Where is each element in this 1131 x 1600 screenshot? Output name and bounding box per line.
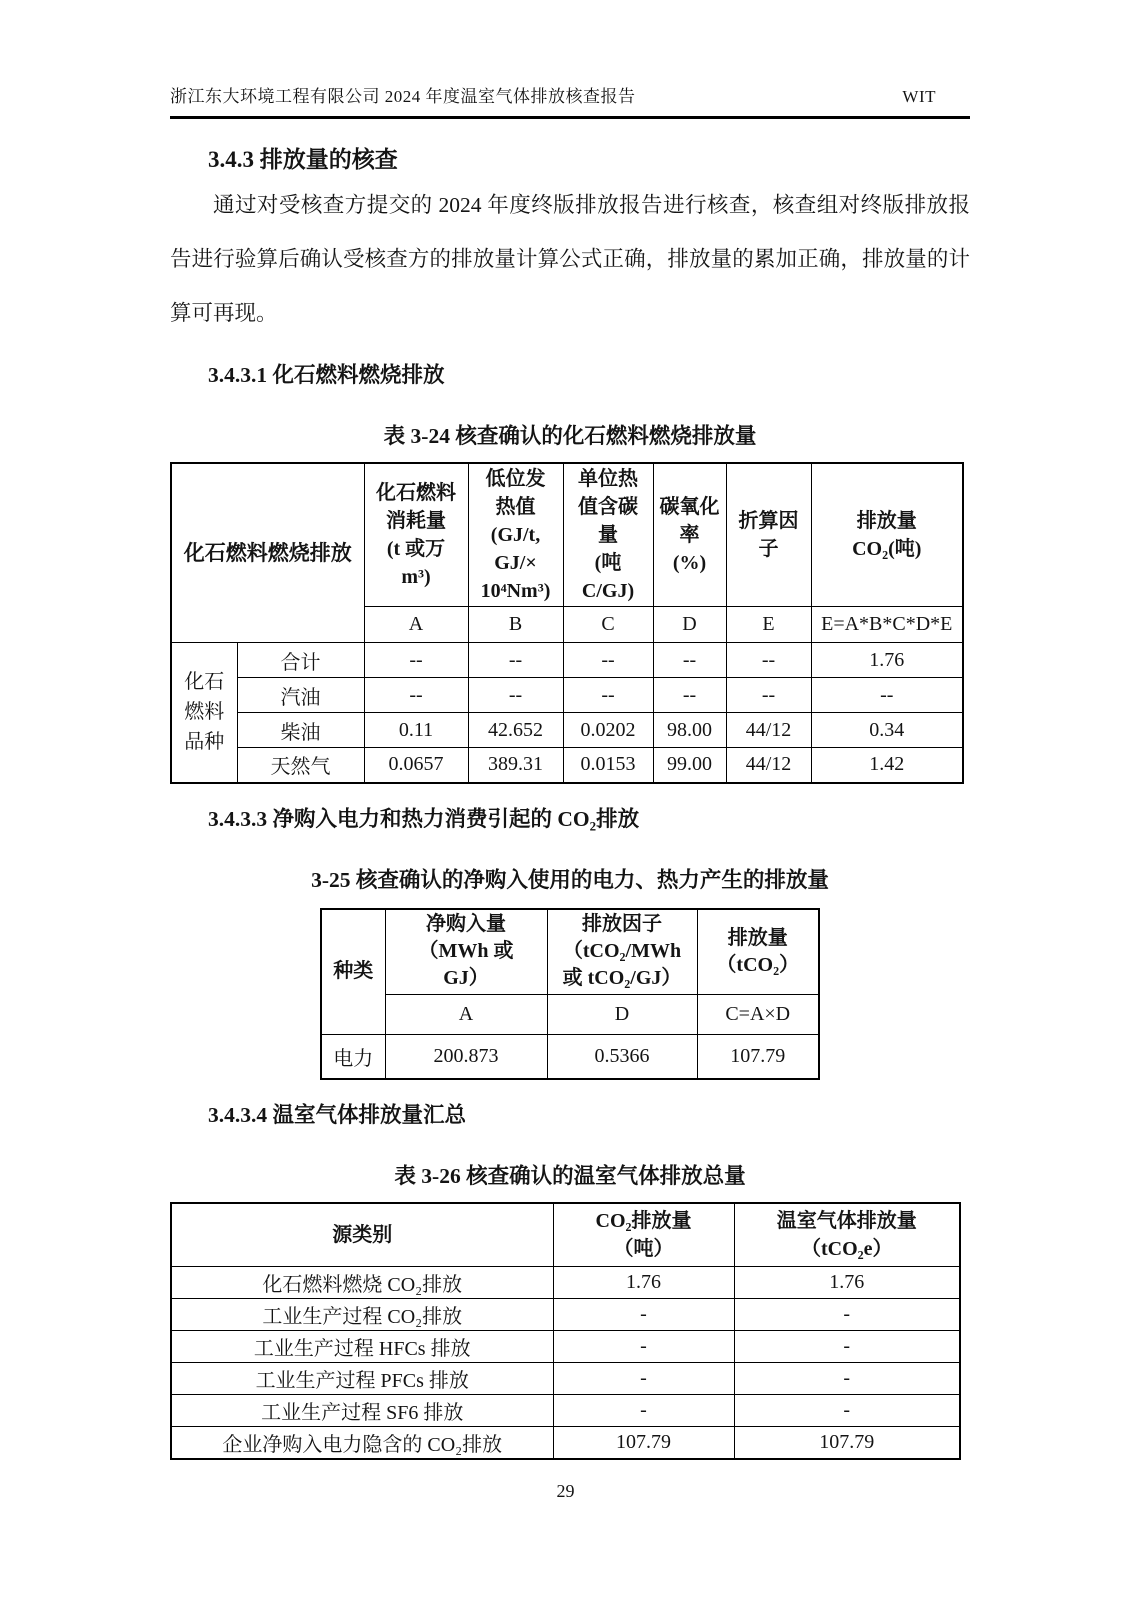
t26-col-source-header: 源类别 — [171, 1203, 553, 1267]
t24-col-emissions-header — [811, 463, 963, 607]
header-line: 化石燃料 — [376, 482, 456, 504]
header-rule — [170, 116, 970, 119]
header-line: 低位发 — [485, 468, 546, 490]
table-3-24-fossil-fuel-emissions — [170, 462, 964, 784]
header-line: （MWh 或 — [418, 940, 514, 963]
header-line: 或 tCO₂/GJ） — [562, 967, 682, 990]
t25-formula-d: D — [547, 995, 697, 1035]
cell: 107.79 — [734, 1427, 960, 1460]
header-line: GJ） — [443, 967, 489, 990]
header-line: 热值 — [495, 496, 536, 518]
cell: 1.76 — [553, 1267, 734, 1299]
cell: -- — [468, 678, 563, 713]
t24-row-natural-gas — [171, 748, 963, 783]
header-line: 折算因 — [738, 510, 799, 532]
t24-formula-d: D — [653, 607, 726, 643]
cell: -- — [364, 643, 468, 678]
header-line: (GJ/t, — [490, 524, 541, 546]
t25-col-net-purchase-header — [385, 909, 547, 995]
cell: -- — [811, 678, 963, 713]
table-3-26-ghg-total-emissions — [170, 1202, 961, 1461]
header-line: 排放量 — [727, 926, 788, 949]
cell: 0.5366 — [547, 1035, 697, 1079]
header-line: 排放量 — [856, 510, 917, 532]
header-line: m³) — [401, 566, 431, 588]
header-line: 子 — [758, 538, 779, 560]
cell: - — [553, 1395, 734, 1427]
t26-row-purchased-electricity-co2 — [171, 1427, 960, 1460]
cell: -- — [726, 678, 811, 713]
section-heading-343: 3.4.3 排放量的核查 — [208, 147, 398, 172]
cell: 389.31 — [468, 748, 563, 783]
table-3-25-caption: 3-25 核查确认的净购入使用的电力、热力产生的排放量 — [311, 867, 829, 892]
cell: 0.11 — [364, 713, 468, 748]
t24-formula-e: E — [726, 607, 811, 643]
cell: - — [734, 1299, 960, 1331]
t24-row-total — [171, 643, 963, 678]
cell: -- — [563, 643, 653, 678]
header-line: （吨） — [613, 1237, 674, 1260]
cell: 107.79 — [697, 1035, 819, 1079]
t24-col-consumption-header — [364, 463, 468, 607]
t24-row-label: 柴油 — [237, 713, 364, 748]
cell: -- — [653, 643, 726, 678]
t25-row-electricity — [321, 1035, 819, 1079]
t24-col-oxidation-rate-header — [653, 463, 726, 607]
t24-formula-b: B — [468, 607, 563, 643]
t26-row-label: 企业净购入电力隐含的 CO₂排放 — [171, 1427, 553, 1460]
cell: 0.0153 — [563, 748, 653, 783]
cell: - — [553, 1363, 734, 1395]
header-line: (%) — [672, 552, 707, 574]
t26-row-fossil-co2 — [171, 1267, 960, 1299]
cell: 1.42 — [811, 748, 963, 783]
t26-row-label: 工业生产过程 HFCs 排放 — [171, 1331, 553, 1363]
t24-fuel-type-group-label: 化石燃料品种 — [171, 643, 237, 783]
t26-row-label: 化石燃料燃烧 CO₂排放 — [171, 1267, 553, 1299]
header-line: 率 — [679, 524, 700, 546]
t26-col-co2-header — [553, 1203, 734, 1267]
section-heading-3431: 3.4.3.1 化石燃料燃烧排放 — [208, 363, 445, 387]
t24-col-conversion-factor-header — [726, 463, 811, 607]
header-line: 排放因子 — [582, 913, 662, 936]
header-report-title: 浙江东大环境工程有限公司 2024 年度温室气体排放核查报告 — [170, 87, 636, 106]
cell: 0.0657 — [364, 748, 468, 783]
t26-col-ghg-header — [734, 1203, 960, 1267]
cell: -- — [468, 643, 563, 678]
cell: - — [734, 1395, 960, 1427]
cell: -- — [364, 678, 468, 713]
t24-col-carbon-content-header — [563, 463, 653, 607]
t24-row-gasoline — [171, 678, 963, 713]
table-3-25-purchased-electricity-emissions — [320, 908, 820, 1080]
t26-row-label: 工业生产过程 SF6 排放 — [171, 1395, 553, 1427]
header-line: （tCO₂/MWh — [562, 940, 682, 963]
cell: 99.00 — [653, 748, 726, 783]
t26-row-process-pfcs — [171, 1363, 960, 1395]
cell: 42.652 — [468, 713, 563, 748]
section-heading-3434: 3.4.3.4 温室气体排放量汇总 — [208, 1102, 467, 1127]
header-line: 量 — [598, 524, 618, 546]
t24-corner-header: 化石燃料燃烧排放 — [171, 463, 364, 643]
header-line: 单位热 — [578, 468, 638, 490]
t25-corner-header: 种类 — [321, 909, 385, 1035]
cell: -- — [653, 678, 726, 713]
header-line: CO₂(吨) — [852, 538, 922, 560]
t26-row-label: 工业生产过程 CO₂排放 — [171, 1299, 553, 1331]
cell: 0.0202 — [563, 713, 653, 748]
header-logo-text: WIT — [902, 87, 936, 106]
cell: -- — [726, 643, 811, 678]
t24-row-label: 天然气 — [237, 748, 364, 783]
cell: - — [734, 1363, 960, 1395]
t24-formula-a: A — [364, 607, 468, 643]
t24-col-heating-value-header — [468, 463, 563, 607]
table-3-26-caption: 表 3-26 核查确认的温室气体排放总量 — [394, 1163, 746, 1188]
t26-row-process-sf6 — [171, 1395, 960, 1427]
t25-row-label: 电力 — [321, 1035, 385, 1079]
t24-row-diesel — [171, 713, 963, 748]
cell: 44/12 — [726, 748, 811, 783]
header-line: （tCO₂e） — [800, 1237, 893, 1260]
header-line: 10⁴Nm³) — [480, 580, 551, 602]
cell: -- — [563, 678, 653, 713]
header-line: 碳氧化 — [659, 496, 720, 518]
cell: 1.76 — [734, 1267, 960, 1299]
section-heading-3433: 3.4.3.3 净购入电力和热力消费引起的 CO₂排放 — [208, 806, 640, 831]
cell: 200.873 — [385, 1035, 547, 1079]
t24-formula-result: E=A*B*C*D*E — [811, 607, 963, 643]
header-line: GJ/× — [494, 552, 537, 574]
cell: 107.79 — [553, 1427, 734, 1460]
cell: - — [734, 1331, 960, 1363]
t26-row-process-hfcs — [171, 1331, 960, 1363]
t25-formula-result: C=A×D — [697, 995, 819, 1035]
t25-col-emission-factor-header — [547, 909, 697, 995]
cell: 44/12 — [726, 713, 811, 748]
header-line: 温室气体排放量 — [776, 1209, 917, 1232]
t26-row-label: 工业生产过程 PFCs 排放 — [171, 1363, 553, 1395]
t25-formula-a: A — [385, 995, 547, 1035]
body-paragraph: 通过对受核查方提交的 2024 年度终版排放报告进行核查，核查组对终版排放报告进行验算后确认受核查方的排放量计算公式正确，排放量的累加正确，排放量的计算可再现。 — [170, 193, 970, 325]
running-header — [170, 0, 970, 119]
cell: - — [553, 1299, 734, 1331]
header-line: (吨 — [594, 552, 622, 574]
cell: 1.76 — [811, 643, 963, 678]
t26-row-process-co2 — [171, 1299, 960, 1331]
page-number: 29 — [556, 1481, 575, 1501]
header-line: 消耗量 — [386, 510, 446, 532]
header-line: C/GJ) — [581, 580, 635, 602]
cell: 0.34 — [811, 713, 963, 748]
cell: 98.00 — [653, 713, 726, 748]
header-line: CO₂排放量 — [595, 1209, 692, 1232]
header-line: 净购入量 — [426, 913, 506, 936]
header-line: 值含碳 — [578, 496, 638, 518]
cell: - — [553, 1331, 734, 1363]
header-line: （tCO₂） — [716, 953, 800, 976]
t24-row-label: 汽油 — [237, 678, 364, 713]
t24-row-label: 合计 — [237, 643, 364, 678]
t24-formula-c: C — [563, 607, 653, 643]
t25-col-emissions-header — [697, 909, 819, 995]
table-3-24-caption: 表 3-24 核查确认的化石燃料燃烧排放量 — [383, 424, 757, 448]
header-line: (t 或万 — [386, 538, 446, 560]
